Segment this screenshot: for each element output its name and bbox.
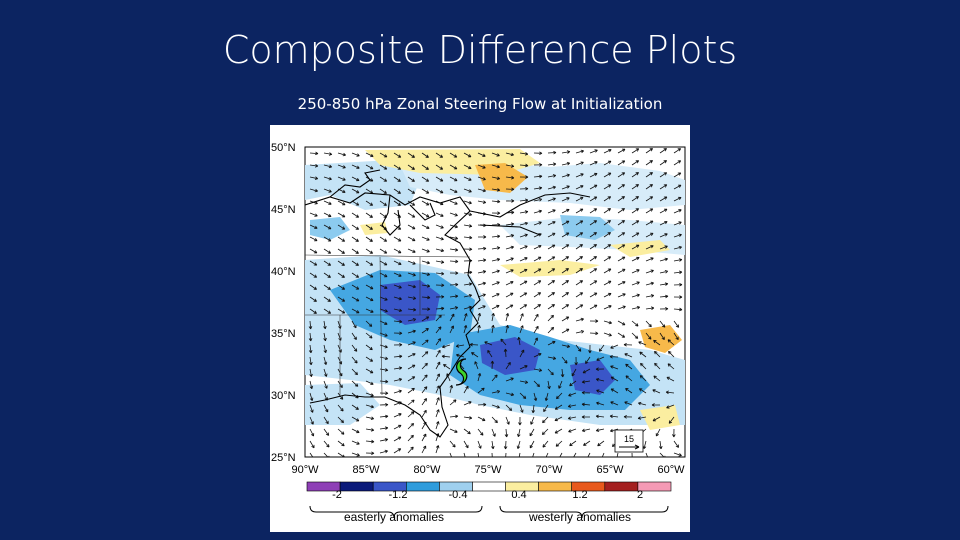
lat-label: 45°N <box>271 204 296 216</box>
colorbar <box>307 482 671 491</box>
colorbar-tick-label: 0.4 <box>511 489 527 501</box>
westerly-label: westerly anomalies <box>528 510 632 524</box>
easterly-label: easterly anomalies <box>343 510 445 524</box>
colorbar-tick-label: 2 <box>636 489 644 501</box>
colorbar-tick-label: -0.4 <box>448 489 468 501</box>
composite-map-figure <box>270 125 690 532</box>
lat-label: 50°N <box>271 142 296 154</box>
colorbar-swatch <box>605 482 638 491</box>
reference-vector-label: 15 <box>623 434 635 444</box>
latitude-labels <box>271 142 296 464</box>
colorbar-tick-label: -1.2 <box>388 489 408 501</box>
lon-label: 70°W <box>535 464 563 476</box>
slide-subtitle: 250-850 hPa Zonal Steering Flow at Initialization <box>297 95 663 113</box>
colorbar-swatch <box>340 482 373 491</box>
lon-label: 75°W <box>474 464 502 476</box>
reference-vector-box <box>615 430 643 452</box>
longitude-labels <box>291 464 685 476</box>
lat-label: 35°N <box>271 328 296 340</box>
lat-label: 25°N <box>271 452 296 464</box>
lat-label: 30°N <box>271 390 296 402</box>
colorbar-tick-label: -2 <box>332 489 342 501</box>
colorbar-swatch <box>406 482 439 491</box>
colorbar-tick-label: 1.2 <box>572 489 588 501</box>
composite-map-svg <box>270 125 690 532</box>
colorbar-swatch <box>473 482 506 491</box>
lon-label: 65°W <box>596 464 624 476</box>
lat-label: 40°N <box>271 266 296 278</box>
slide-title: Composite Difference Plots <box>222 28 738 72</box>
lon-label: 60°W <box>657 464 685 476</box>
lon-label: 85°W <box>352 464 380 476</box>
lon-label: 90°W <box>291 464 319 476</box>
lon-label: 80°W <box>413 464 441 476</box>
colorbar-swatch <box>539 482 572 491</box>
